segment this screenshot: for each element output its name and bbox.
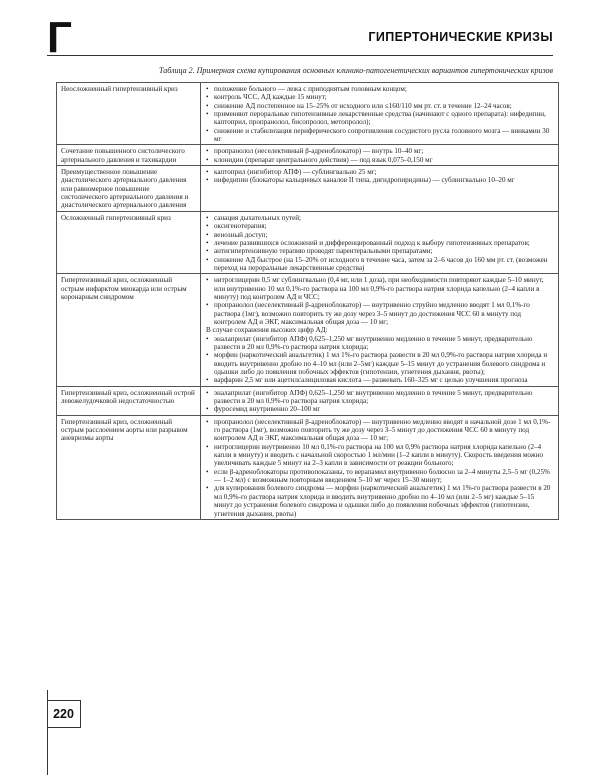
treatment-item: • применяют пероральные гипотензивные лекарственные средства (начинают с одного препарата): нифедипин, каптоприл, пропранолол, бисопролол, метопролол); — [205, 110, 554, 127]
table-row — [57, 415, 559, 519]
row-treatment-cell — [201, 211, 559, 273]
treatment-item: • пропранолол (неселективный β-адреноблокатор) — внутрь 10–40 мг; — [205, 147, 554, 155]
treatment-item: • нитроглицерин внутривенно 10 мл 0,1%-го раствора на 100 мл 0,9% раствора натрия хлорида капельно (2–4 капли в минуту) и вводить с начальной скоростью 1 мл/мин (1–2 капли в минуту). Скорость введения можно увеличивать каждые 5 минут на 2–3 капли в зависимости от реакции больного; — [205, 443, 554, 468]
treatment-list — [205, 389, 554, 414]
treatment-item: • если β-адреноблокаторы противопоказаны, то верапамил внутривенно болюсно за 2–4 минуты 2,5–5 мг (0,25% — 1–2 мл) с возможным повторным введением 5–10 мг через 15–30 минут; — [205, 468, 554, 485]
treatment-item: • варфарин 2,5 мг или ацетилсалициловая кислота — разжевать 160–325 мг с целью улучшения прогноза — [205, 376, 554, 384]
page-number: 220 — [47, 700, 81, 728]
treatment-item: • оксигенотерапия; — [205, 222, 554, 230]
row-variant-cell: Гипертензивный криз, осложненный острым расслоением аорты или разрывом аневризмы аорты — [57, 415, 201, 519]
treatment-list — [205, 85, 554, 143]
treatment-item: • снижение АД быстрое (на 15–20% от исходного в течение часа, затем за 2–6 часов до 160 мм рт. ст. (возможен переход на пероральные лекарственные средства) — [205, 256, 554, 273]
treatment-item: • венозный доступ; — [205, 231, 554, 239]
row-variant-cell: Сочетание повышенного систолического артериального давления и тахикардии — [57, 145, 201, 166]
row-treatment-cell — [201, 274, 559, 386]
treatment-item: • снижение АД постепенное на 15–25% от исходного или ≤160/110 мм рт. ст. в течение 12–24 часов; — [205, 102, 554, 110]
treatment-item: • эналаприлат (ингибитор АПФ) 0,625–1,250 мг внутривенно медленно в течение 5 минут, предварительно развести в 20 мл 0,9%-го раствора натрия хлорида; — [205, 335, 554, 352]
treatment-item: • для купирования болевого синдрома — морфин (наркотический анальгетик) 1 мл 1%-го раствора развести в 20 мл 0,9%-го раствора натрия хлорида и вводить внутривенно дробно по 4–10 мл (или 2–5 мг) каждые 5–15 минут до устранения болевого синдрома и одышки либо до появления побочных эффектов (гипотензии, угнетения дыхания, рвоты) — [205, 484, 554, 517]
treatment-item: • клонидин (препарат центрального действия) — под язык 0,075–0,150 мг — [205, 156, 554, 164]
row-variant-cell: Преимущественное повышение диастолического артериального давления или равномерное повышение систолического артериального давления и диастолического артериального давления — [57, 166, 201, 212]
treatment-item: • пропранолол (неселективный β-адреноблокатор) — внутривенно струйно медленно вводят 1 мл 0,1%-го раствора (1мг), возможно повторить ту же дозу через 3–5 минут до достижения ЧСС 60 в минуту под контролем АД и ЭКГ, максимальная общая доза — 10 мг; — [205, 301, 554, 326]
row-variant-cell: Гипертензивный криз, осложненный острым инфарктом миокарда или острым коронарным синдромом — [57, 274, 201, 386]
treatment-item: • пропранолол (неселективный β-адреноблокатор) — внутривенно медленно вводят в начальной дозе 1 мл 0,1%-го раствора (1мг), возможно повторить ту же дозу через 3–5 минут до достижения ЧСС 60 в минуту под контролем АД и ЭКГ, максимальная общая доза — 10 мг; — [205, 418, 554, 443]
treatment-item: • санация дыхательных путей; — [205, 214, 554, 222]
treatment-list — [205, 418, 554, 518]
running-header-title: ГИПЕРТОНИЧЕСКИЕ КРИЗЫ — [368, 30, 553, 44]
table-body — [57, 83, 559, 520]
table-row — [57, 166, 559, 212]
treatment-item: • эналаприлат (ингибитор АПФ) 0,625–1,250 мг внутривенно медленно в течение 5 минут, предварительно развести в 20 мл 0,9%-го раствора натрия хлорида; — [205, 389, 554, 406]
row-treatment-cell — [201, 166, 559, 212]
header-rule — [47, 55, 553, 56]
treatment-list — [205, 168, 554, 185]
row-treatment-cell — [201, 145, 559, 166]
row-variant-cell: Гипертензивный криз, осложненный острой левожелудочковой недостаточностью — [57, 386, 201, 415]
table-row — [57, 83, 559, 145]
treatment-item: • фуросемид внутривенно 20–100 мг — [205, 405, 554, 413]
treatment-item: • нифедипин (блокаторы кальциевых каналов II типа, дигидропиридины) — сублингвально 10–20 мг — [205, 176, 554, 184]
treatment-item: • морфин (наркотический анальгетик) 1 мл 1%-го раствора развести в 20 мл 0,9%-го раствора натрия хлорида и вводить внутривенно дробно по 4–10 мл (или 2–5мг) каждые 5–15 минут до устранения болевого синдрома и одышки либо до появления побочных эффектов (гипотензии, угнетения дыхания, рвоты); — [205, 351, 554, 376]
row-treatment-cell — [201, 386, 559, 415]
table-row — [57, 211, 559, 273]
treatment-list — [205, 147, 554, 164]
treatment-item: • нитроглицерин 0,5 мг сублингвально (0,4 мг, или 1 доза), при необходимости повторяют каждые 5–10 минут, или внутривенно 10 мл 0,1%-го раствора на 100 мл 0,9%-го раствора натрия хлорида капельно (2–4 капли в минуту) под контролем АД и ЧСС; — [205, 276, 554, 301]
table-caption: Таблица 2. Примерная схема купирования основных клинико-патогенетических вариантов гипертонических кризов — [159, 66, 553, 75]
treatment-item: • каптоприл (ингибитор АПФ) — сублингвально 25 мг; — [205, 168, 554, 176]
treatment-table — [56, 82, 559, 520]
table-row — [57, 145, 559, 166]
table-row — [57, 386, 559, 415]
treatment-item: • положение больного — лежа с приподнятым головным концом; — [205, 85, 554, 93]
table-row — [57, 274, 559, 386]
row-variant-cell: Осложненный гипертензивный криз — [57, 211, 201, 273]
chapter-letter: Г — [47, 13, 72, 62]
treatment-list — [205, 214, 554, 272]
treatment-item: • лечение развившихся осложнений и дифференцированный подход к выбору гипотензивных препаратов; — [205, 239, 554, 247]
treatment-item: • антигипертензивную терапию проводят парентеральными препаратами; — [205, 247, 554, 255]
treatment-note: В случае сохранения высоких цифр АД: — [206, 326, 328, 335]
treatment-item: • снижение и стабилизация периферического сопротивления сосудистого русла головного мозга — винкамин 30 мг — [205, 127, 554, 144]
treatment-list — [205, 276, 554, 384]
row-treatment-cell — [201, 415, 559, 519]
treatment-item: • контроль ЧСС, АД каждые 15 минут; — [205, 93, 554, 101]
row-treatment-cell — [201, 83, 559, 145]
row-variant-cell: Неосложненный гипертензивный криз — [57, 83, 201, 145]
